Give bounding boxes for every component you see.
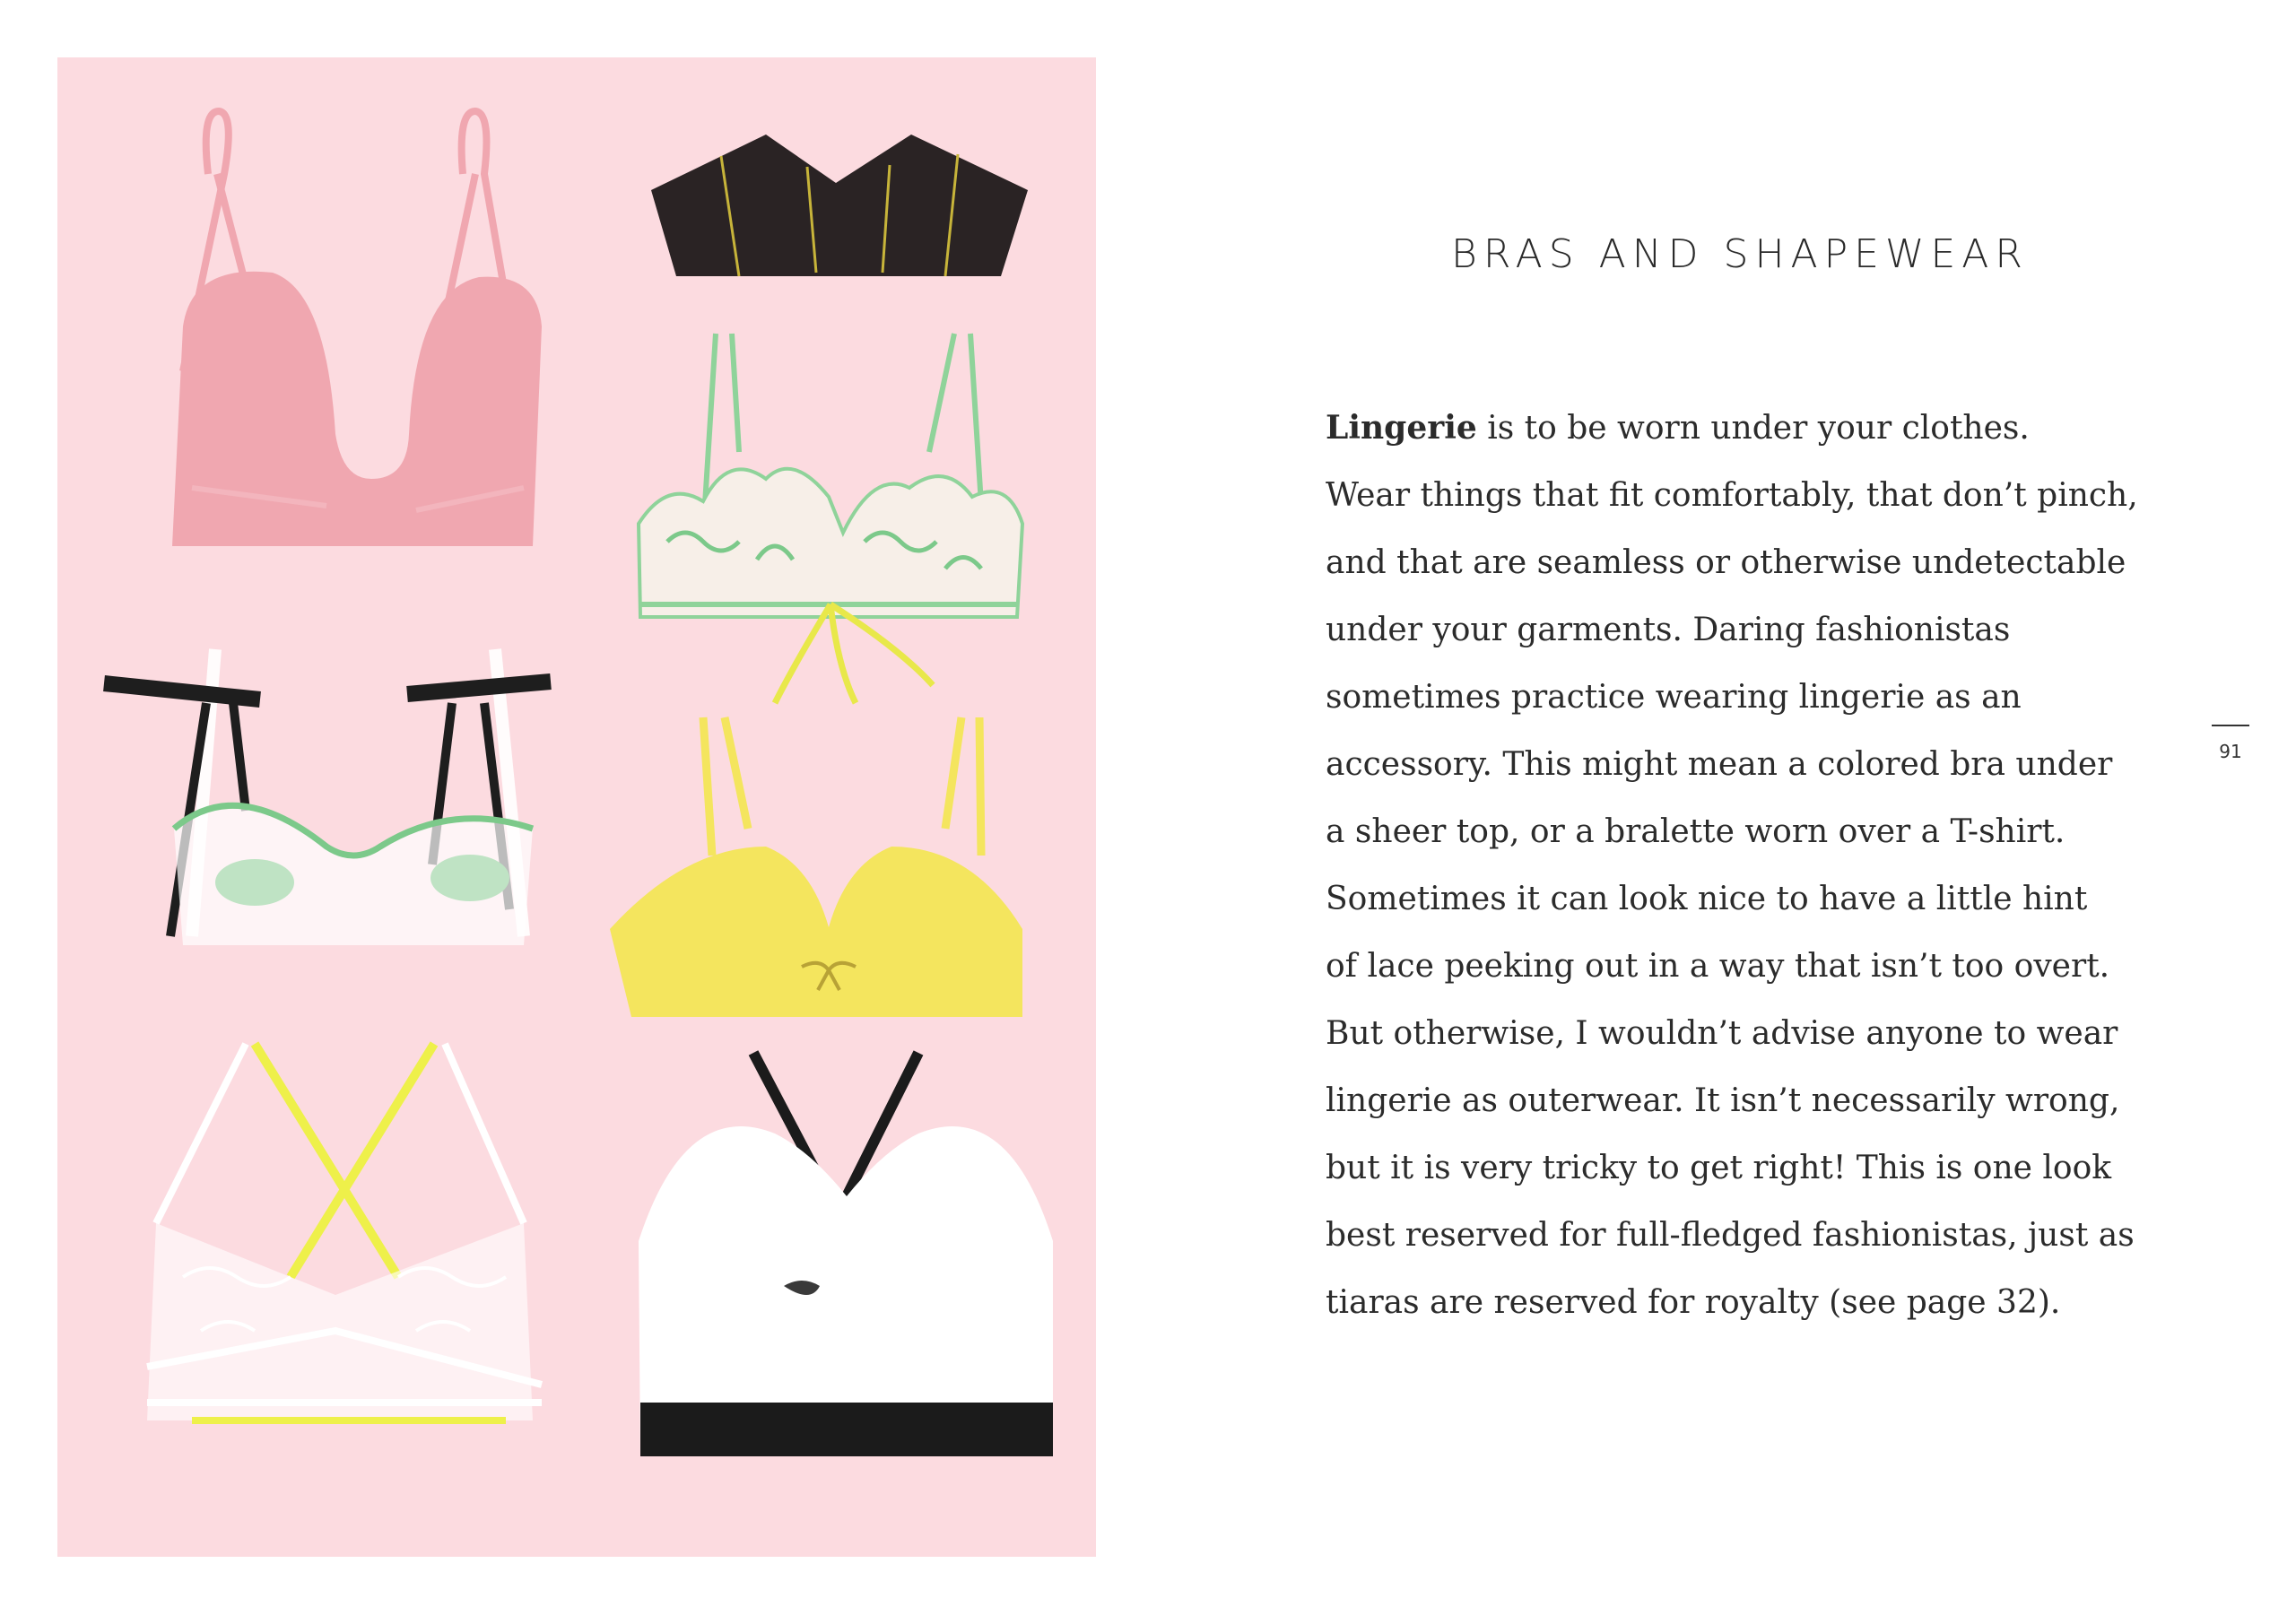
lead-word: Lingerie (1326, 409, 1477, 447)
body-line: Sometimes it can look nice to have a little hint (1326, 881, 2088, 917)
illustration-panel (57, 57, 1096, 1557)
lingerie-illustration (57, 57, 1096, 1557)
body-line: but it is very tricky to get right! This is one look (1326, 1150, 2112, 1186)
pink-plunge-bra (172, 111, 542, 546)
body-line (1326, 395, 2205, 462)
body-line: a sheer top, or a bralette worn over a T-shirt. (1326, 813, 2066, 850)
black-bandeau (651, 135, 1028, 276)
body-line: But otherwise, I wouldn’t advise anyone to wear (1326, 1015, 2118, 1052)
sheer-bra-with-black-ribbons (104, 649, 551, 945)
white-lace-cross-bralette (147, 1044, 542, 1420)
body-line: tiaras are reserved for royalty (see page 32). (1326, 1284, 2061, 1321)
first-line-text: is to be worn under your clothes. (1476, 410, 2030, 447)
white-sports-bra (639, 1053, 1053, 1456)
page-number-rule (2212, 725, 2249, 726)
page-title: BRAS AND SHAPEWEAR (1451, 231, 2029, 277)
body-line: accessory. This might mean a colored bra under (1326, 746, 2113, 783)
body-line: lingerie as outerwear. It isn’t necessarily wrong, (1326, 1082, 2120, 1119)
yellow-tshirt-bra (610, 717, 1022, 1017)
body-line: sometimes practice wearing lingerie as an (1326, 679, 2022, 716)
body-line: under your garments. Daring fashionistas (1326, 612, 2011, 648)
body-paragraph (1326, 395, 2205, 1336)
body-line: and that are seamless or otherwise undetectable (1326, 544, 2126, 581)
page-number: 91 (2219, 741, 2242, 762)
body-line: of lace peeking out in a way that isn’t too overt. (1326, 948, 2110, 985)
body-line: Wear things that fit comfortably, that don’t pinch, (1326, 477, 2138, 514)
body-line: best reserved for full-fledged fashionistas, just as (1326, 1217, 2135, 1254)
green-lace-bralette (639, 334, 1022, 703)
